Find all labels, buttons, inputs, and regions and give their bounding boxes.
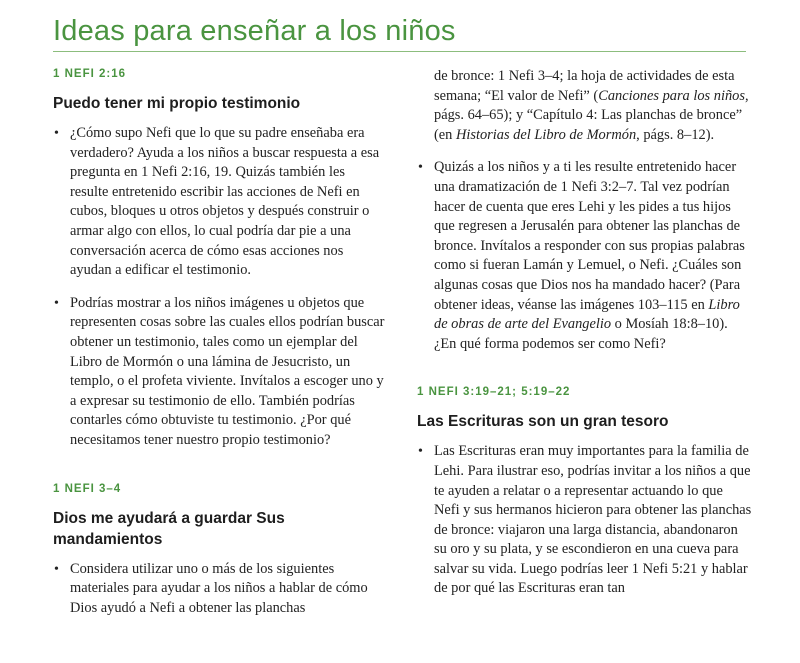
text-run: de bronce: 1 Nefi 3–4; la hoja de actividades de esta semana; “El valor de Nefi” ( (434, 68, 735, 104)
book-title: Canciones para los niños (598, 87, 745, 104)
section-heading: Dios me ayudará a guardar Sus mandamientos (53, 509, 285, 548)
page-title: Ideas para enseñar a los niños (53, 15, 456, 47)
list-item: • Considera utilizar uno o más de los siguientes materiales para ayudar a los niños a hablar de cómo Dios ayudó a Nefi a obtener las planchas (53, 560, 385, 619)
text-run: Quizás a los niños y a ti les resulte entretenido hacer una dramatización de 1 Nefi 3:2–7. Tal vez podrían hacer de cuenta que eres Lehi y les pides a tus hijos que regresen a Jerusalén para obtener las planchas de bronce. Invítalos a responder con sus propias palabras como si fueran Lamán y Lemuel, o Nefi. ¿Cuáles son algunas cosas que Dios nos ha mandado hacer? (Para obtener ideas, véanse las imágenes 103–115 en (434, 159, 745, 313)
list-item: • ¿Cómo supo Nefi que lo que su padre enseñaba era verdadero? Ayuda a los niños a buscar respuesta a esa pregunta en 1 Nefi 2:16, 19. Quizás también les resulte entretenido escribir las acciones de Nefi en cubos, bloques u otros objetos y después construir o armar algo con ellos, lo cual podría dar pie a una conversación acerca de cómo esas acciones nos ayudan a edificar el testimonio. (53, 124, 385, 281)
list-item: • Podrías mostrar a los niños imágenes u objetos que representen cosas sobre las cuales ellos podrían buscar obtener un testimonio, tales como un ejemplar del Libro de Mormón o una lámina de Jesucristo, un templo, o el profeta viviente. Invítalos a escoger uno y a expresar su testimonio de ello. También podrías contarles cómo obtuviste tu testimonio. ¿Por qué necesitamos tener nuestro propio testimonio? (53, 294, 385, 451)
section-heading: Puedo tener mi propio testimonio (53, 95, 301, 112)
scripture-reference: 1 NEFI 3–4 (53, 482, 122, 495)
scripture-reference: 1 NEFI 2:16 (53, 68, 126, 80)
list-item (417, 158, 752, 354)
text-run: , págs. 8–12). (636, 126, 715, 143)
title-divider (53, 51, 746, 52)
bullet-list (53, 124, 385, 451)
bullet-list (53, 560, 385, 619)
section-heading: Las Escrituras son un gran tesoro (417, 413, 669, 431)
right-column (417, 67, 752, 612)
scripture-reference: 1 NEFI 3:19–21; 5:19–22 (417, 386, 571, 399)
list-item: • Las Escrituras eran muy importantes para la familia de Lehi. Para ilustrar eso, podrías invitar a los niños a que te ayuden a relatar o a representar actuando lo que Nefi y sus hermanos hicieron para obtener las planchas de bronce: viajaron una larga distancia, abandonaron su oro y su plata, y se escondieron en una cueva para salvar su vida. Luego podrías leer 1 Nefi 5:21 y hablar de por qué las Escrituras eran tan (417, 442, 752, 599)
text-run: o Mosíah 18:8–10). ¿En qué forma podemos ser como Nefi? (434, 316, 728, 352)
bullet-list (417, 442, 752, 599)
bullet-list (417, 67, 752, 354)
text-run: , págs. 64–65); y “Capítulo 4: Las planchas de bronce” (en (434, 87, 749, 143)
list-item-continued (417, 67, 752, 145)
book-title: Historias del Libro de Mormón (455, 126, 637, 143)
book-title: Libro de obras de arte del Evangelio (434, 296, 740, 333)
left-column (53, 67, 385, 631)
